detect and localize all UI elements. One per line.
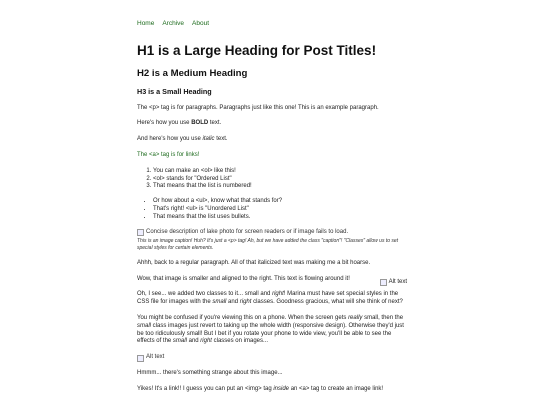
paragraph-phone	[137, 315, 407, 346]
paragraph-classes	[137, 291, 407, 307]
paragraph-intro: The <p> tag is for paragraphs. Paragraphs just like this one! This is an example paragraph.	[137, 104, 379, 111]
paragraph-image-link	[137, 354, 407, 362]
paragraph-yikes	[137, 386, 407, 394]
text: Oh, I see... we added two classes to it... small and	[137, 291, 273, 298]
text: ! Marina must have set special styles in the CSS file for images with the	[137, 291, 399, 306]
unordered-list	[137, 198, 407, 221]
italic-text: right	[272, 291, 284, 298]
text: classes. Goodness gracious, what will she think of next?	[251, 299, 403, 306]
text: Yikes! It's a link!! I guess you can put an <img> tag	[137, 385, 274, 392]
italic-text: italic	[202, 136, 215, 143]
small-heading: H3 is a Small Heading	[137, 86, 212, 96]
broken-image-icon	[137, 355, 144, 362]
top-nav	[137, 20, 407, 28]
lake-image-alt-text: Concise description of lake photo for screen readers or if image fails to load.	[146, 228, 349, 235]
italic-text: right	[239, 299, 252, 306]
text: an <a> tag to create an image link!	[289, 385, 384, 392]
paragraph-strange: Hmmm... there's something strange about this image...	[137, 370, 283, 377]
italic-text: small	[212, 299, 227, 306]
text: classes on images...	[211, 338, 268, 345]
broken-image-icon	[137, 229, 144, 236]
text: text.	[208, 120, 222, 127]
list-item: • That's right! <ul> is "Unordered List"	[153, 206, 407, 214]
ordered-list	[137, 168, 407, 191]
list-item: 2. <ol> stands for "Ordered List"	[153, 176, 407, 184]
text: And here's how you use	[137, 136, 203, 143]
paragraph-link	[137, 152, 407, 160]
small-image-alt-text: Alt text	[388, 278, 407, 285]
image-link[interactable]	[137, 354, 407, 362]
image-link-alt-text: Alt text	[146, 354, 165, 361]
list-item: • Or how about a <ul>, know what that stands for?	[153, 198, 407, 206]
paragraph-bold	[137, 120, 407, 128]
list-item: 3. That means that the list is numbered!	[153, 183, 407, 191]
paragraph-italic	[137, 136, 407, 144]
text: and	[226, 299, 240, 306]
italic-text: small	[172, 338, 187, 345]
nav-about-link[interactable]: About	[192, 20, 210, 27]
italic-text: inside	[273, 385, 290, 392]
text: Here's how you use	[137, 120, 192, 127]
paragraph-back: Ahhh, back to a regular paragraph. All of that italicized text was making me a bit hoarse.	[137, 259, 371, 266]
small-right-image-placeholder	[380, 279, 407, 287]
text: You might be confused if you're viewing this on a phone. When the screen gets	[137, 315, 349, 322]
content-column	[137, 20, 407, 402]
paragraph-wow: Wow, that image is smaller and aligned to the right. This text is flowing around it!	[137, 275, 350, 282]
medium-heading: H2 is a Medium Heading	[137, 67, 248, 79]
example-link[interactable]: The <a> tag is for links!	[137, 152, 200, 159]
page-title: H1 is a Large Heading for Post Titles!	[137, 43, 377, 59]
italic-text: small	[137, 322, 152, 329]
bold-text: BOLD	[191, 120, 209, 127]
text: and	[186, 338, 201, 345]
text: class images just revert to taking up the whole width (responsive design). Otherwise they'd just be too ridiculously small! But I bet if you rotate your phone to wide view, you'll be able to see the effects of the	[137, 322, 404, 345]
italic-text: right	[200, 338, 212, 345]
nav-archive-link[interactable]: Archive	[162, 20, 185, 27]
list-item: 1. You can make an <ol> like this!	[153, 168, 407, 176]
lake-image-placeholder	[137, 229, 407, 237]
text: small, then the	[362, 315, 404, 322]
nav-home-link[interactable]: Home	[137, 20, 155, 27]
broken-image-icon	[380, 279, 387, 286]
image-caption: This is an image caption! Huh? It's just a <p> tag! Ah, but we have added the class "caption"! "Classes" allow us to set special styles for certain elements.	[137, 238, 399, 252]
italic-text: really	[348, 315, 363, 322]
text: text.	[214, 136, 228, 143]
list-item: • That means that the list uses bullets.	[153, 214, 407, 222]
